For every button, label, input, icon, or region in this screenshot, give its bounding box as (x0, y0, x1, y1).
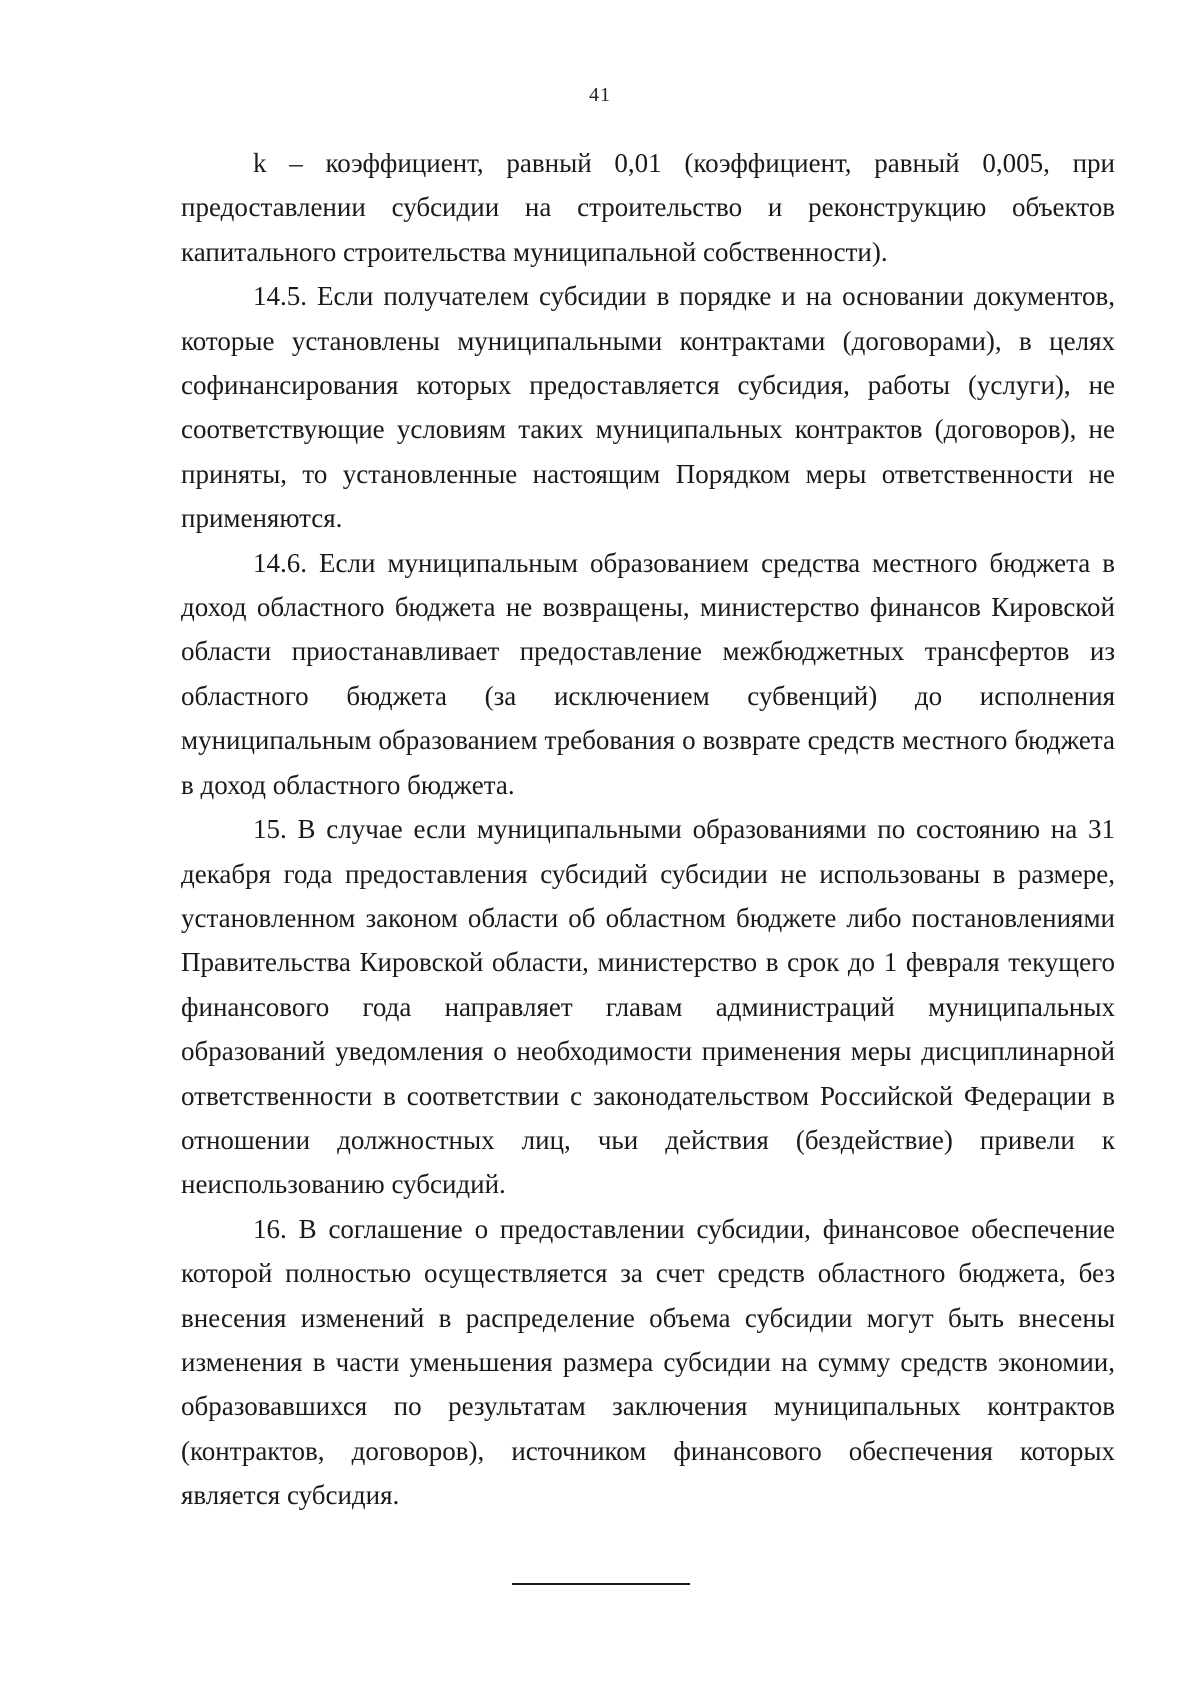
page-number: 41 (589, 84, 611, 106)
paragraph-coefficient-k: k – коэффициент, равный 0,01 (коэффициент, равный 0,005, при предоставлении субсидии на строительство и реконструкцию объектов капитального строительства муниципальной собственности). (181, 148, 1115, 267)
end-of-document-rule (512, 1583, 690, 1585)
paragraph-15: 15. В случае если муниципальными образованиями по состоянию на 31 декабря года предоставления субсидий субсидии не использованы в размере, установленном законом области об областном бюджете либо постановлениями Правительства Кировской области, министерство в срок до 1 февраля текущего финансового года направляет главам администраций муниципальных образований уведомления о необходимости применения меры дисциплинарной ответственности в соответствии с законодательством Российской Федерации в отношении должностных лиц, чьи действия (бездействие) привели к неиспользованию субсидий. (181, 814, 1115, 1200)
paragraph-16: 16. В соглашение о предоставлении субсидии, финансовое обеспечение которой полностью осуществляется за счет средств областного бюджета, без внесения изменений в распределение объема субсидии могут быть внесены изменения в части уменьшения размера субсидии на сумму средств экономии, образовавшихся по результатам заключения муниципальных контрактов (контрактов, договоров), источником финансового обеспечения которых является субсидия. (181, 1213, 1115, 1511)
document-body (181, 141, 1115, 1518)
paragraph-14-6: 14.6. Если муниципальным образованием средства местного бюджета в доход областного бюджета не возвращены, министерство финансов Кировской области приостанавливает предоставление межбюджетных трансфертов из областного бюджета (за исключением субвенций) до исполнения муниципальным образованием требования о возврате средств местного бюджета в доход областного бюджета. (181, 547, 1115, 800)
paragraph-14-5: 14.5. Если получателем субсидии в порядке и на основании документов, которые установлены муниципальными контрактами (договорами), в целях софинансирования которых предоставляется субсидия, работы (услуги), не соответствующие условиям таких муниципальных контрактов (договоров), не приняты, то установленные настоящим Порядком меры ответственности не применяются. (181, 281, 1115, 534)
